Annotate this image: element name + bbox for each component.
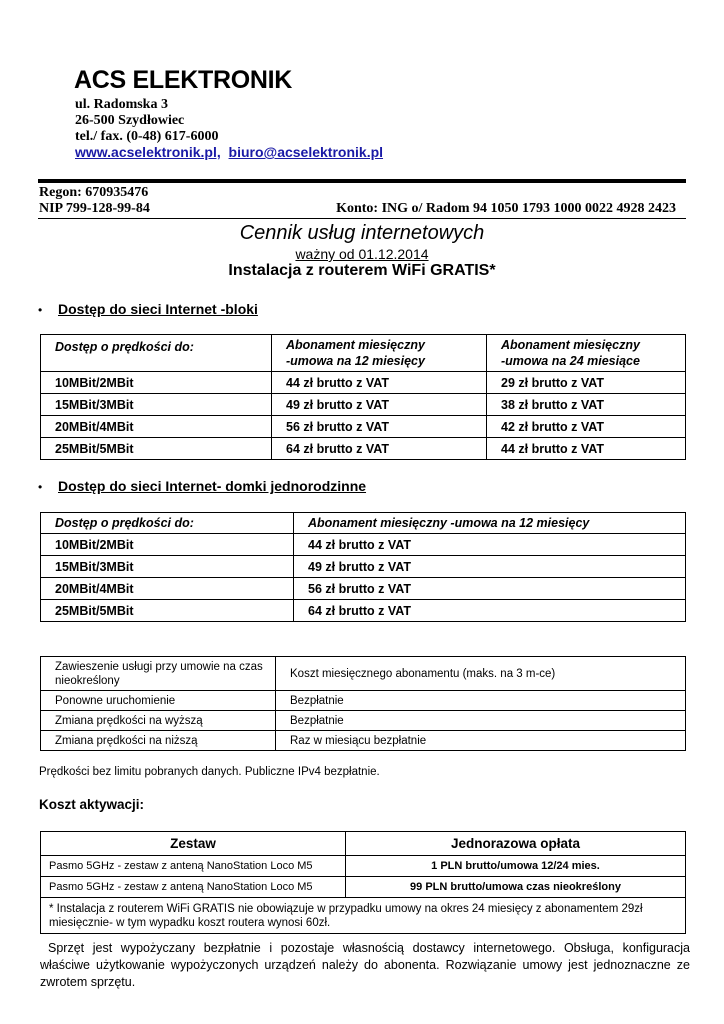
table-row: 20MBit/4MBit 56 zł brutto z VAT: [41, 578, 686, 600]
install-promo: Instalacja z routerem WiFi GRATIS*: [228, 262, 496, 279]
table-row: Pasmo 5GHz - zestaw z anteną NanoStation Loco M5 1 PLN brutto/umowa 12/24 mies.: [41, 856, 686, 877]
footnote-row: * Instalacja z routerem WiFi GRATIS nie obowiązuje w przypadku umowy na okres 24 miesięcy z abonamentem 29zł miesięcznie- w tym wypadku koszt routera wynosi 60zł.: [41, 898, 686, 934]
table-row: 25MBit/5MBit 64 zł brutto z VAT 44 zł brutto z VAT: [41, 438, 686, 460]
header-speed: Dostęp o prędkości do:: [41, 335, 272, 372]
table-row: 15MBit/3MBit 49 zł brutto z VAT 38 zł brutto z VAT: [41, 394, 686, 416]
speed-note: Prędkości bez limitu pobranych danych. Publiczne IPv4 bezpłatnie.: [39, 766, 380, 778]
contact-links: [75, 144, 383, 160]
table-row: 15MBit/3MBit 49 zł brutto z VAT: [41, 556, 686, 578]
bullet: •: [38, 480, 43, 494]
table-header: Zestaw Jednorazowa opłata: [41, 832, 686, 856]
table-row: Zmiana prędkości na niższą Raz w miesiącu bezpłatnie: [41, 731, 686, 751]
pricing-table-blocks: [40, 334, 686, 460]
valid-date: ważny od 01.12.2014: [295, 246, 429, 262]
bank-account: Konto: ING o/ Radom 94 1050 1793 1000 0022 4928 2423: [336, 201, 676, 216]
activation-table: [40, 831, 686, 934]
pricing-table-houses: [40, 512, 686, 622]
website-link[interactable]: www.acselektronik.pl,: [75, 144, 221, 160]
table-header: [41, 335, 686, 372]
table-row: 10MBit/2MBit 44 zł brutto z VAT 29 zł brutto z VAT: [41, 372, 686, 394]
table-row: 20MBit/4MBit 56 zł brutto z VAT 42 zł brutto z VAT: [41, 416, 686, 438]
equipment-footer: Sprzęt jest wypożyczany bezpłatnie i pozostaje własnością dostawcy internetowego. Obsługa, konfiguracja właściwe użytkowanie wypożyczonych urządzeń należy do abonenta. Rozwiązanie umowy jest jednoznaczne ze zwrotem sprzętu.: [40, 941, 690, 989]
table-row: Zmiana prędkości na wyższą Bezpłatnie: [41, 711, 686, 731]
header-12m: Abonament miesięczny -umowa na 12 miesięcy: [294, 513, 686, 534]
table-row: Ponowne uruchomienie Bezpłatnie: [41, 691, 686, 711]
ids-divider: [38, 218, 686, 219]
table-header: [41, 513, 686, 534]
nip: NIP 799-128-99-84: [39, 201, 150, 216]
table-row: Zawieszenie usługi przy umowie na czas nieokreślony Koszt miesięcznego abonamentu (maks. na 3 m-ce): [41, 657, 686, 691]
table-row: 25MBit/5MBit 64 zł brutto z VAT: [41, 600, 686, 622]
header-speed: Dostęp o prędkości do:: [41, 513, 294, 534]
address-street: ul. Radomska 3: [75, 97, 168, 112]
activation-heading: Koszt aktywacji:: [39, 797, 145, 812]
services-table: [40, 656, 686, 751]
header-12m: Abonament miesięczny -umowa na 12 miesięcy: [272, 335, 487, 372]
section-heading-houses: • Dostęp do sieci Internet- domki jednorodzinne: [38, 478, 367, 494]
table-row: 10MBit/2MBit 44 zł brutto z VAT: [41, 534, 686, 556]
address-city: 26-500 Szydłowiec: [75, 113, 185, 128]
header-divider: [38, 179, 686, 183]
regon: Regon: 670935476: [39, 185, 149, 200]
email-link[interactable]: biuro@acselektronik.pl: [228, 144, 384, 160]
phone-fax: tel./ fax. (0-48) 617-6000: [75, 129, 219, 144]
company-name: ACS ELEKTRONIK: [74, 66, 293, 94]
page-title: Cennik usług internetowych: [239, 222, 485, 244]
header-24m: Abonament miesięczny -umowa na 24 miesiące: [487, 335, 686, 372]
table-row: Pasmo 5GHz - zestaw z anteną NanoStation Loco M5 99 PLN brutto/umowa czas nieokreślony: [41, 877, 686, 898]
section-heading-blocks: • Dostęp do sieci Internet -bloki: [38, 301, 258, 317]
bullet: •: [38, 303, 43, 317]
